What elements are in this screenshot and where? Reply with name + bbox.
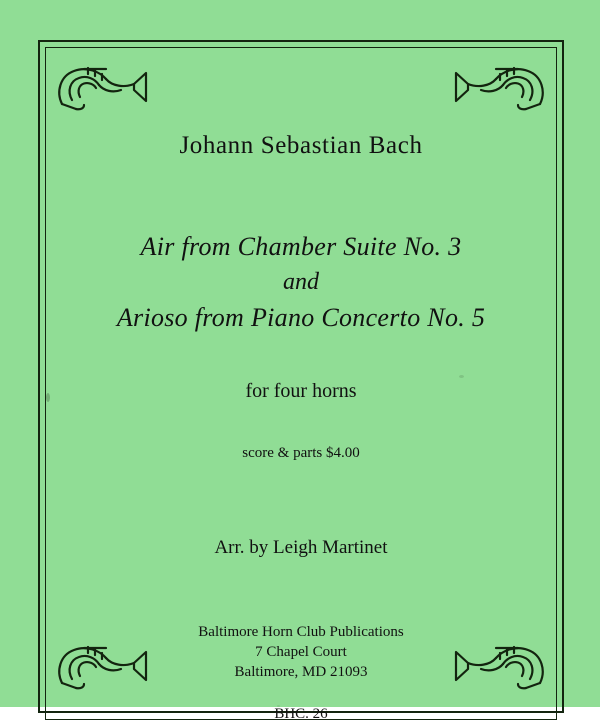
publisher-name: Baltimore Horn Club Publications <box>198 624 404 640</box>
paper-mark <box>459 375 464 378</box>
instrumentation: for four horns <box>245 380 357 402</box>
publisher-block <box>60 623 542 683</box>
paper-mark <box>277 705 280 707</box>
paper-mark <box>46 393 50 402</box>
arranger-credit: Arr. by Leigh Martinet <box>214 537 388 558</box>
price-label: score & parts $4.00 <box>242 445 360 461</box>
catalog-number: BHC. 26 <box>274 705 328 722</box>
work-title <box>60 232 542 333</box>
cover-text-block <box>60 120 542 723</box>
composer-name: Johann Sebastian Bach <box>179 132 423 159</box>
title-line-2: Arioso from Piano Concerto No. 5 <box>116 303 486 332</box>
french-horn-icon <box>54 60 150 116</box>
title-line-1: Air from Chamber Suite No. 3 <box>140 232 462 261</box>
publisher-city: Baltimore, MD 21093 <box>234 663 368 680</box>
publisher-street: 7 Chapel Court <box>255 643 347 660</box>
french-horn-icon <box>452 60 548 116</box>
title-conjunction: and <box>283 269 319 295</box>
